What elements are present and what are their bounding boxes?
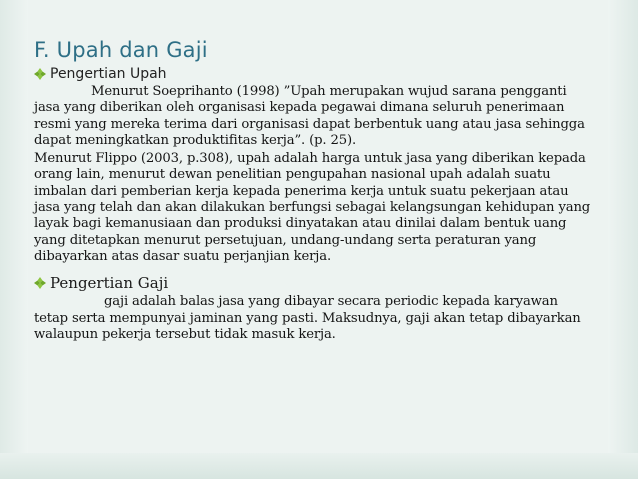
slide-title: F. Upah dan Gaji bbox=[34, 38, 208, 62]
section-heading-upah: Pengertian Upah bbox=[50, 66, 167, 82]
paragraph-flippo: Menurut Flippo (2003, p.308), upah adalah harga untuk jasa yang diberikan kepada orang lain, menurut dewan penelitian pengupahan nasional upah adalah suatu imbalan dari pemberian kerja kepada penerima kerja untuk suatu pekerjaan atau jasa yang telah dan akan dilakukan berfungsi sebagai kelangsungan kehidupan yang layak bagi kemanusiaan dan produksi dinyatakan atau dinilai dalam bentuk uang yang ditetapkan menurut persetujuan, undang-undang serta peraturan yang dibayarkan atas dasar suatu perjanjian kerja. bbox=[34, 151, 591, 264]
slide-frame-right bbox=[608, 0, 638, 479]
paragraph-gaji: gaji adalah balas jasa yang dibayar secara periodic kepada karyawan tetap serta mempunyai jaminan yang pasti. Maksudnya, gaji akan tetap dibayarkan walaupun pekerja tersebut tidak masuk kerja. bbox=[34, 294, 581, 342]
slide-frame-left bbox=[0, 0, 28, 479]
diamond-bullet-icon bbox=[34, 277, 46, 289]
slide-content bbox=[34, 66, 594, 343]
bullet-pengertian-gaji bbox=[34, 274, 594, 292]
bullet-pengertian-upah bbox=[34, 66, 594, 82]
slide-frame-bottom bbox=[0, 453, 638, 479]
quote-soeprihanto: Menurut Soeprihanto (1998) ”Upah merupakan wujud sarana pengganti jasa yang diberikan oleh organisasi kepada pegawai dimana seluruh penerimaan resmi yang mereka terima dari organisasi dapat berbentuk uang atau jasa sehingga dapat meningkatkan produktifitas kerja”. (p. 25). bbox=[34, 84, 585, 148]
diamond-bullet-icon bbox=[34, 68, 46, 80]
section-heading-gaji: Pengertian Gaji bbox=[50, 274, 169, 293]
